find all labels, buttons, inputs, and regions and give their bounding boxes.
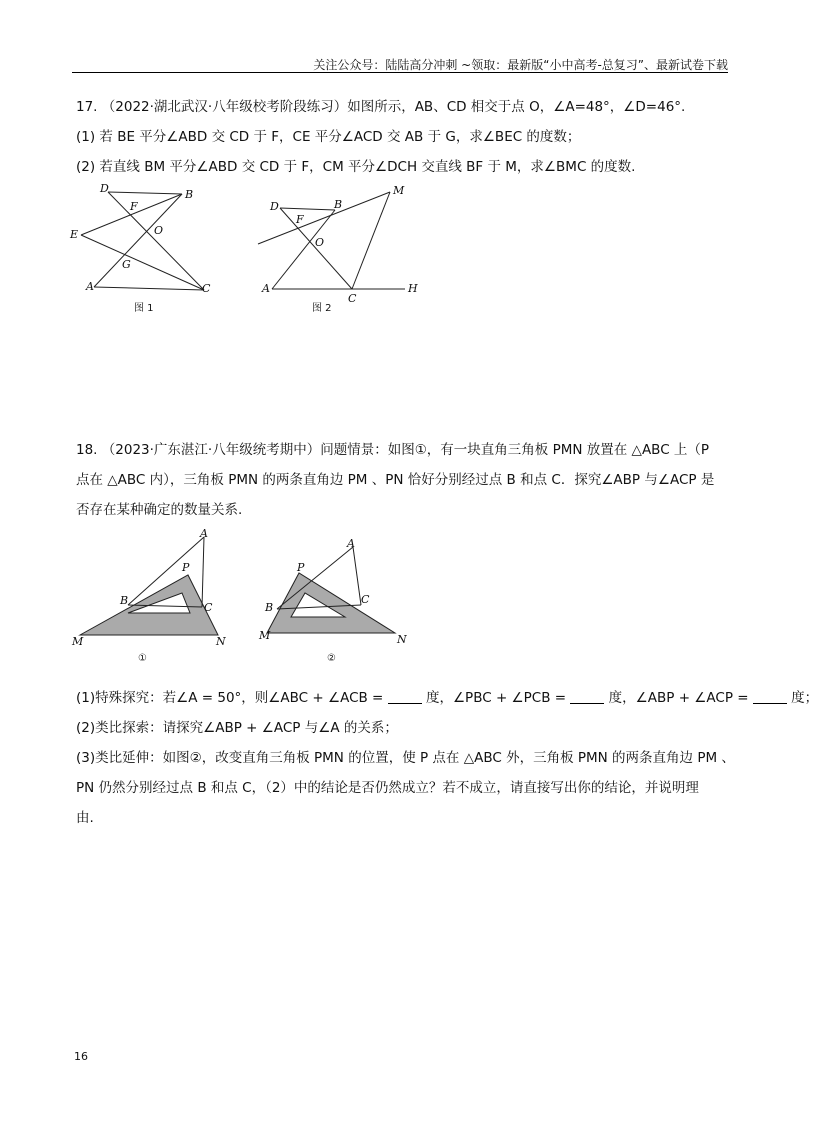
fig2-label-A: A xyxy=(262,282,270,295)
page-number: 16 xyxy=(74,1050,88,1063)
fig2-caption: 图 2 xyxy=(312,303,332,314)
q18-fig1-label-P: P xyxy=(182,561,190,574)
q18-part2: (2)类比探索：请探究∠ABP + ∠ACP 与∠A 的关系； xyxy=(76,720,398,736)
q18-fig2-label-B: B xyxy=(265,601,274,614)
answer-blank-2[interactable] xyxy=(570,702,604,704)
fig1-label-D: D xyxy=(100,182,109,195)
header-divider xyxy=(72,72,728,73)
q18-fig1-label-B: B xyxy=(120,594,129,607)
q18-fig2-label-P: P xyxy=(297,561,305,574)
fig1-label-E: E xyxy=(70,228,79,241)
fig2-label-M: M xyxy=(393,184,405,197)
q18-part1 xyxy=(76,688,818,708)
q18-fig1-label-C: C xyxy=(204,601,213,614)
answer-blank-3[interactable] xyxy=(753,702,787,704)
page-header: 关注公众号：陆陆高分冲刺 ~领取：最新版“小中高考-总复习”、最新试卷下载 xyxy=(313,58,728,72)
q18-part3-line3: 由. xyxy=(76,810,94,826)
fig1-label-B: B xyxy=(185,188,194,201)
q18-fig2-label-N: N xyxy=(397,633,407,646)
fig2-label-D: D xyxy=(270,200,279,213)
q17-part1: (1) 若 BE 平分∠ABD 交 CD 于 F，CE 平分∠ACD 交 AB 于 G，求∠BEC 的度数； xyxy=(76,129,581,145)
fig1-label-F: F xyxy=(130,200,138,213)
q18-fig1-label-A: A xyxy=(200,527,208,540)
q18-figure-1 xyxy=(70,525,240,674)
q18-part1-d: 度； xyxy=(791,690,818,706)
fig2-label-O: O xyxy=(315,236,325,249)
q18-fig1-caption: ① xyxy=(138,653,147,664)
fig2-label-H: H xyxy=(408,282,418,295)
q18-figure-2 xyxy=(255,525,425,674)
fig2-label-C: C xyxy=(348,292,357,305)
q18-part1-c: 度，∠ABP + ∠ACP = xyxy=(608,690,749,706)
q18-part1-a: (1)特殊探究：若∠A = 50°，则∠ABC + ∠ACB = xyxy=(76,690,384,706)
fig1-label-A: A xyxy=(86,280,94,293)
q17-title: 17. （2022·湖北武汉·八年级校考阶段练习）如图所示，AB、CD 相交于点 O，∠A=48°，∠D=46°. xyxy=(76,99,686,115)
fig1-label-C: C xyxy=(202,282,211,295)
fig1-label-G: G xyxy=(122,258,131,271)
answer-blank-1[interactable] xyxy=(388,702,422,704)
q17-figure-2 xyxy=(250,180,435,319)
fig2-label-B: B xyxy=(334,198,343,211)
fig1-label-O: O xyxy=(154,224,164,237)
q18-fig1-label-M: M xyxy=(72,635,84,648)
q18-fig2-label-C: C xyxy=(361,593,370,606)
q18-line2: 点在 △ABC 内），三角板 PMN 的两条直角边 PM 、PN 恰好分别经过点 B 和点 C．探究∠ABP 与∠ACP 是 xyxy=(76,472,715,488)
q17-part2: (2) 若直线 BM 平分∠ABD 交 CD 于 F，CM 平分∠DCH 交直线 BF 于 M，求∠BMC 的度数. xyxy=(76,159,636,175)
q18-fig2-label-A: A xyxy=(347,537,355,550)
q18-part3-line2: PN 仍然分别经过点 B 和点 C，（2）中的结论是否仍然成立？若不成立，请直接写出你的结论，并说明理 xyxy=(76,780,699,796)
q18-part1-b: 度，∠PBC + ∠PCB = xyxy=(425,690,567,706)
q18-line3: 否存在某种确定的数量关系. xyxy=(76,502,243,518)
q18-line1: 18. （2023·广东湛江·八年级统考期中）问题情景：如图①，有一块直角三角板 PMN 放置在 △ABC 上（P xyxy=(76,442,710,458)
q18-fig2-caption: ② xyxy=(327,653,336,664)
fig2-label-F: F xyxy=(296,213,304,226)
fig1-caption: 图 1 xyxy=(134,303,154,314)
q18-fig2-label-M: M xyxy=(259,629,271,642)
q18-part3-line1: (3)类比延伸：如图②，改变直角三角板 PMN 的位置，使 P 点在 △ABC 外，三角板 PMN 的两条直角边 PM 、 xyxy=(76,750,735,766)
q17-figure-1 xyxy=(64,180,224,319)
q18-fig1-label-N: N xyxy=(216,635,226,648)
